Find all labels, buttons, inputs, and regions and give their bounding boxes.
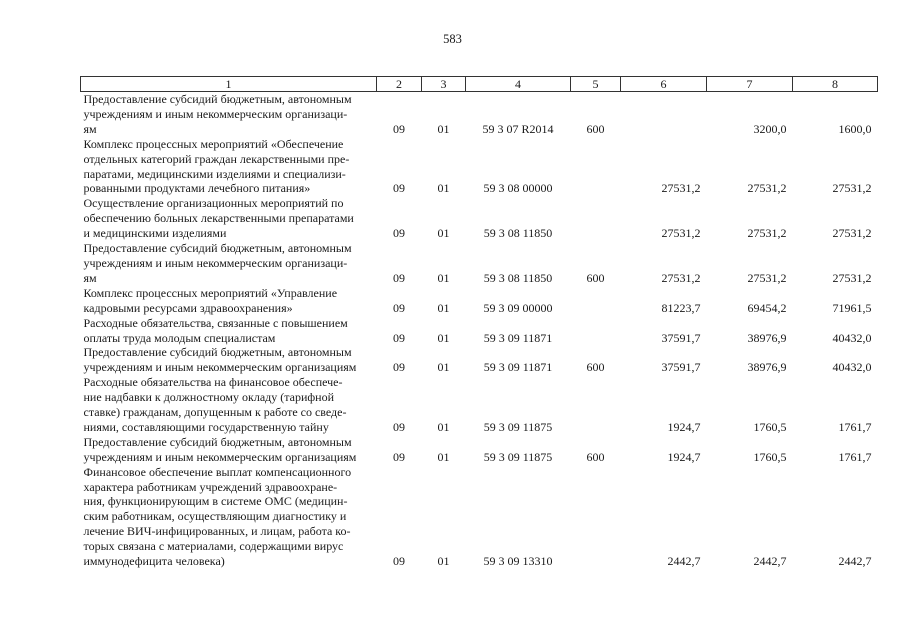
description-line: отдельных категорий граждан лекарственными пре- [83,151,350,166]
expense-type-code: 600 [586,360,605,375]
table-body [81,92,878,570]
subsection-code: 01 [437,121,450,136]
row-description [81,137,377,197]
column-header: 8 [793,77,878,92]
description-line: характера работникам учреждений здравоохране- [83,479,338,494]
column-header: 7 [707,77,793,92]
amount-year-2: 27531,2 [747,270,787,285]
description-line: иммунодефицита человека) [83,554,225,569]
column-header: 6 [621,77,707,92]
target-article-code: 59 3 09 11875 [483,449,553,464]
amount-year-3: 2442,7 [838,554,872,569]
section-code: 09 [393,270,405,285]
expense-type-code [571,286,621,316]
row-description [81,196,377,241]
description-line: Предоставление субсидий бюджетным, автономным [83,241,352,256]
subsection-code: 01 [437,330,450,345]
amount-year-1: 27531,2 [661,181,701,196]
amount-year-2: 1760,5 [753,419,787,434]
amount-year-3: 1600,0 [838,121,872,136]
target-article-code: 59 3 09 00000 [483,300,553,315]
description-line: ским работникам, осуществляющим диагностику и [83,509,347,524]
description-line: паратами, медицинскими изделиями и специализи- [83,166,346,181]
amount-year-3: 71961,5 [832,300,872,315]
subsection-code: 01 [437,226,450,241]
expense-type-code: 600 [586,270,605,285]
section-code: 09 [393,226,405,241]
description-line: оплаты труда молодым специалистам [83,330,276,345]
table-row [81,316,878,346]
table-row [81,137,878,197]
section-code: 09 [393,300,405,315]
row-description [81,435,377,465]
row-description [81,286,377,316]
amount-year-1: 2442,7 [667,554,701,569]
description-line: Предоставление субсидий бюджетным, автономным [83,434,352,449]
subsection-code: 01 [437,270,450,285]
amount-year-2: 38976,9 [747,330,787,345]
section-code: 09 [393,419,405,434]
expense-type-code [571,137,621,197]
row-description [81,465,377,569]
amount-year-3: 40432,0 [832,330,872,345]
subsection-code: 01 [437,419,450,434]
amount-year-1: 1924,7 [667,419,701,434]
amount-year-2: 38976,9 [747,360,787,375]
description-line: обеспечению больных лекарственными препаратами [83,211,354,226]
description-line: Предоставление субсидий бюджетным, автономным [83,345,352,360]
expense-type-code [571,196,621,241]
amount-year-2: 27531,2 [747,181,787,196]
description-line: ния, функционирующим в системе ОМС (медицин- [83,494,348,509]
description-line: Осуществление организационных мероприятий по [83,196,344,211]
expense-type-code: 600 [586,449,605,464]
target-article-code: 59 3 09 11871 [483,330,553,345]
amount-year-1: 37591,7 [661,360,701,375]
target-article-code: 59 3 08 11850 [483,226,553,241]
description-line: учреждениям и иным некоммерческим организаци- [83,255,348,270]
amount-year-2: 69454,2 [747,300,787,315]
section-code: 09 [393,181,405,196]
amount-year-1: 1924,7 [667,449,701,464]
section-code: 09 [393,330,405,345]
target-article-code: 59 3 08 11850 [483,270,553,285]
description-line: кадровыми ресурсами здравоохранения» [83,300,293,315]
section-code: 09 [393,554,405,569]
column-header: 1 [81,77,377,92]
amount-year-1: 27531,2 [661,226,701,241]
description-line: ниями, составляющими государственную тайну [83,419,329,434]
description-line: лечение ВИЧ-инфицированных, и лицам, работа ко- [83,524,351,539]
table-header [81,77,878,92]
description-line: ние надбавки к должностному окладу (тарифной [83,390,335,405]
row-description [81,345,377,375]
expense-type-code [571,465,621,569]
section-code: 09 [393,360,405,375]
table-row [81,375,878,435]
page-number: 583 [443,32,462,46]
table-row [81,465,878,569]
target-article-code: 59 3 09 11875 [483,419,553,434]
amount-year-1: 81223,7 [661,300,701,315]
description-line: Финансовое обеспечение выплат компенсационного [83,464,352,479]
amount-year-1: 27531,2 [661,270,701,285]
subsection-code: 01 [437,181,450,196]
description-line: Комплекс процессных мероприятий «Обеспечение [83,136,344,151]
description-line: ям [83,121,97,136]
budget-table [80,76,878,569]
amount-year-3: 40432,0 [832,360,872,375]
description-line: Комплекс процессных мероприятий «Управление [83,285,338,300]
row-description [81,92,377,137]
target-article-code: 59 3 09 13310 [483,554,553,569]
amount-year-2: 3200,0 [753,121,787,136]
amount-year-1 [621,92,707,137]
header-row [81,77,878,92]
table-row [81,345,878,375]
amount-year-2: 27531,2 [747,226,787,241]
amount-year-3: 1761,7 [838,419,872,434]
description-line: учреждениям и иным некоммерческим организациям [83,360,357,375]
column-header: 4 [466,77,571,92]
amount-year-1: 37591,7 [661,330,701,345]
description-line: и медицинскими изделиями [83,226,227,241]
column-header: 5 [571,77,621,92]
description-line: учреждениям и иным некоммерческим организациям [83,449,357,464]
table-row [81,196,878,241]
column-header: 3 [422,77,466,92]
section-code: 09 [393,449,405,464]
target-article-code: 59 3 08 00000 [483,181,553,196]
table-row [81,92,878,137]
description-line: Предоставление субсидий бюджетным, автономным [83,92,352,106]
target-article-code: 59 3 07 R2014 [482,121,554,136]
subsection-code: 01 [437,554,450,569]
description-line: ставке) гражданам, допущенным к работе со сведе- [83,405,347,420]
expense-type-code [571,316,621,346]
description-line: торых связана с материалами, содержащими вирус [83,539,344,554]
table-row [81,435,878,465]
section-code: 09 [393,121,405,136]
description-line: рованными продуктами лечебного питания» [83,181,311,196]
table-row [81,286,878,316]
subsection-code: 01 [437,449,450,464]
row-description [81,241,377,286]
amount-year-2: 2442,7 [753,554,787,569]
description-line: учреждениям и иным некоммерческим организаци- [83,106,348,121]
description-line: ям [83,270,97,285]
subsection-code: 01 [437,300,450,315]
row-description [81,316,377,346]
amount-year-2: 1760,5 [753,449,787,464]
description-line: Расходные обязательства, связанные с повышением [83,315,348,330]
expense-type-code [571,375,621,435]
amount-year-3: 27531,2 [832,270,872,285]
amount-year-3: 1761,7 [838,449,872,464]
subsection-code: 01 [437,360,450,375]
target-article-code: 59 3 09 11871 [483,360,553,375]
table-row [81,241,878,286]
expense-type-code: 600 [586,121,605,136]
description-line: Расходные обязательства на финансовое обеспече- [83,375,343,390]
column-header: 2 [377,77,422,92]
amount-year-3: 27531,2 [832,226,872,241]
row-description [81,375,377,435]
amount-year-3: 27531,2 [832,181,872,196]
